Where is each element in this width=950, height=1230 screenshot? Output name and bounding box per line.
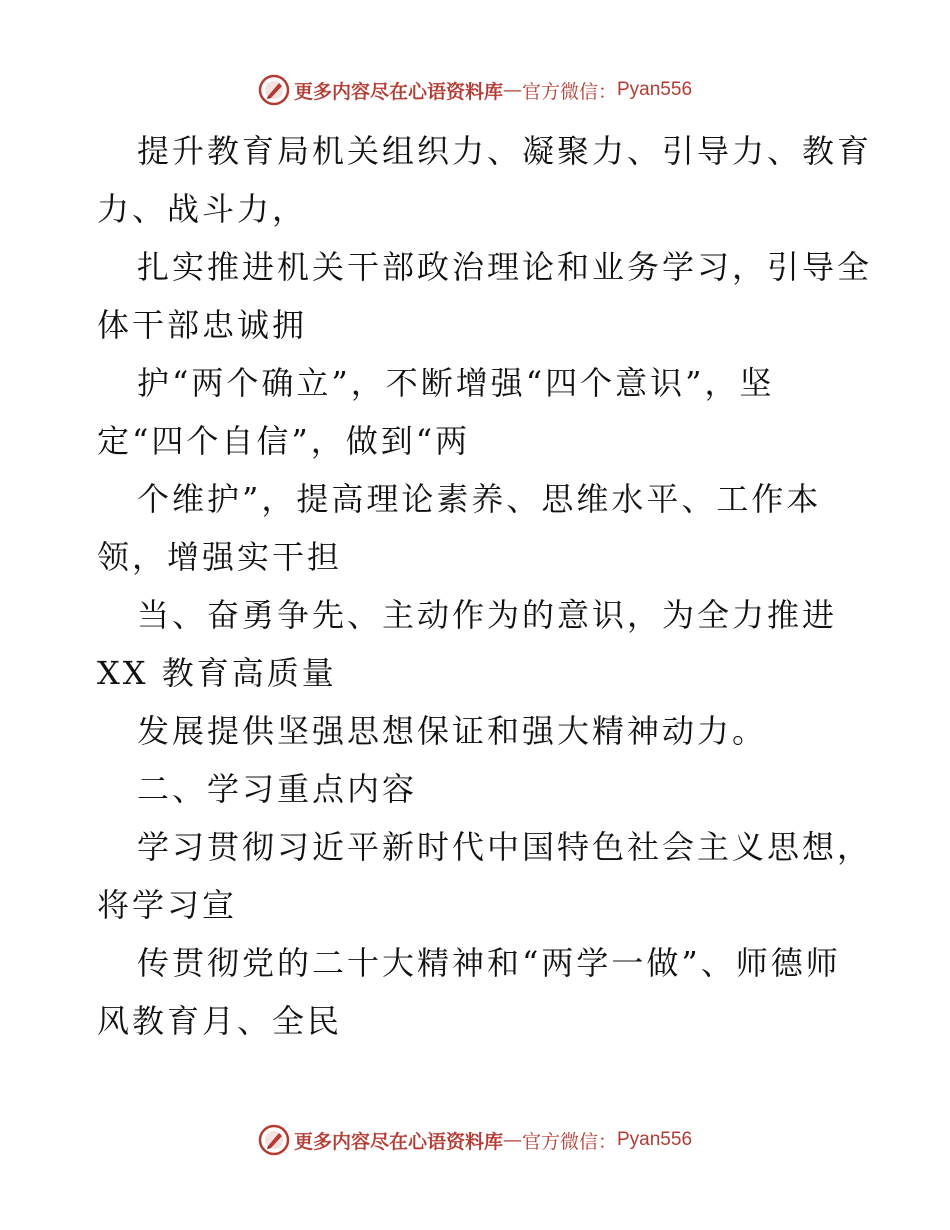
header-official-label: 官方微信： (521, 80, 617, 103)
footer-banner (0, 1120, 950, 1160)
text-line: 力、战斗力， (97, 190, 308, 228)
text-line: 护“两个确立”，不断增强“四个意识”，坚 (137, 364, 775, 402)
text-line: 风教育月、全民 (97, 1002, 343, 1040)
text-line: 传贯彻党的二十大精神和“两学一做”、师德师 (137, 944, 841, 982)
text-line: 将学习宣 (97, 886, 238, 924)
header-separator: — (502, 79, 522, 101)
text-line: 领，增强实干担 (97, 538, 343, 576)
text-line: 发展提供坚强思想保证和强大精神动力。 (137, 712, 768, 750)
header-wechat-id: Pyan556 (617, 79, 693, 100)
document-body (97, 122, 873, 1050)
text-line: XX 教育高质量 (97, 654, 337, 692)
footer-official-label: 官方微信： (521, 1130, 617, 1153)
text-line: 学习贯彻习近平新时代中国特色社会主义思想， (137, 828, 873, 866)
text-line: 当、奋勇争先、主动作为的意识，为全力推进 (137, 596, 838, 634)
logo-icon (258, 74, 290, 106)
header-site-name: 更多内容尽在心语资料库 (293, 80, 503, 103)
text-line: 体干部忠诚拥 (97, 306, 308, 344)
header-banner (0, 70, 950, 110)
text-line: 提升教育局机关组织力、凝聚力、引导力、教育 (137, 132, 873, 170)
footer-site-name: 更多内容尽在心语资料库 (293, 1130, 503, 1153)
footer-separator: — (502, 1129, 522, 1151)
text-line: 定“四个自信”，做到“两 (97, 422, 471, 460)
footer-wechat-id: Pyan556 (617, 1129, 693, 1150)
text-line: 扎实推进机关干部政治理论和业务学习，引导全 (137, 248, 873, 286)
logo-icon (258, 1124, 290, 1156)
section-heading: 二、学习重点内容 (137, 770, 418, 808)
text-line: 个维护”，提高理论素养、思维水平、工作本 (137, 480, 822, 518)
